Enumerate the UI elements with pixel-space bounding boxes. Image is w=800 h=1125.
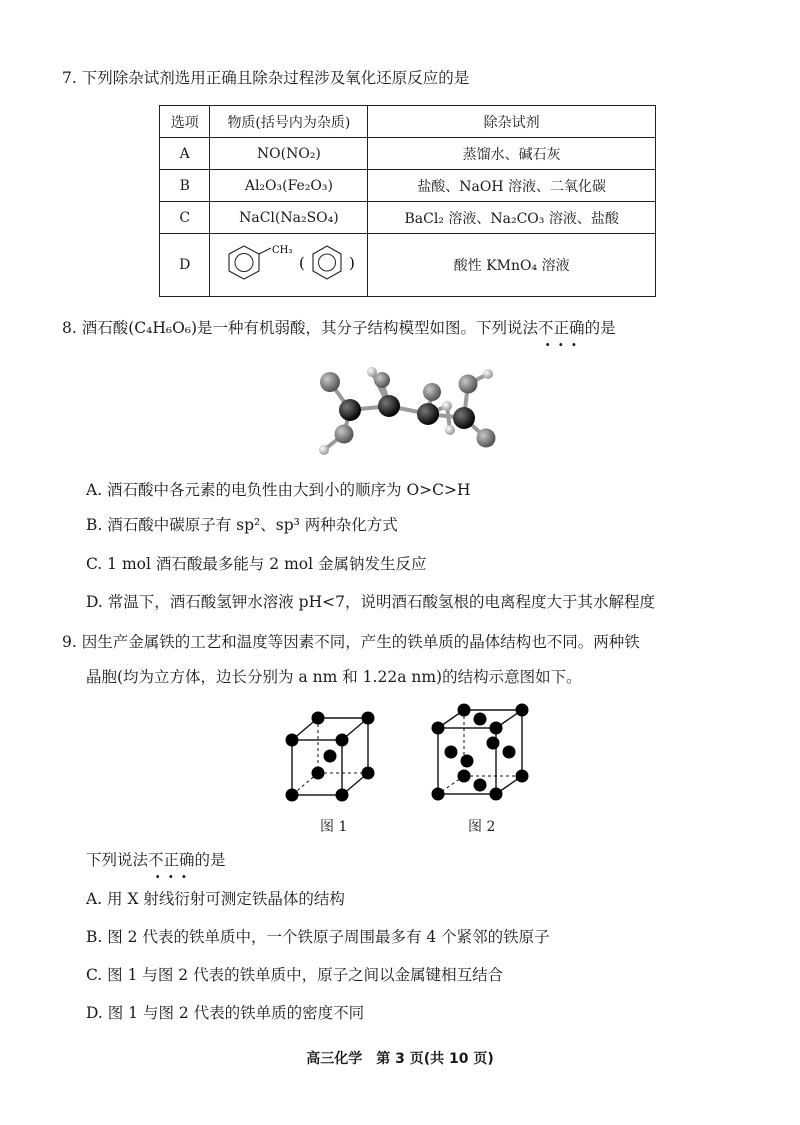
row-substance: NaCl(Na₂SO₄) [210,202,368,234]
q7-options-table [159,105,656,297]
row-reagent: 蒸馏水、碱石灰 [368,138,656,170]
q9-stem-line1: 9. 因生产金属铁的工艺和温度等因素不同，产生的铁单质的晶体结构也不同。两种铁 [62,633,640,651]
toluene-benzene-structures [214,238,364,288]
q8-option-a: A. 酒石酸中各元素的电负性由大到小的顺序为 O>C>H [86,481,471,499]
q9-ask [86,850,226,870]
q8-stem [62,318,616,338]
header-reagent: 除杂试剂 [368,106,656,138]
bcc-unit-cell-figure [278,706,388,806]
q8-stem-post: 的是 [584,319,616,337]
row-option: B [160,170,210,202]
q9-ask-pre: 下列说法 [86,851,149,869]
q8-option-c: C. 1 mol 酒石酸最多能与 2 mol 金属钠发生反应 [86,555,427,573]
figure2-caption: 图 2 [468,819,496,835]
tartaric-acid-model-figure [312,362,507,462]
row-substance: Al₂O₃(Fe₂O₃) [210,170,368,202]
benzene-ring-icon [313,246,341,279]
row-reagent: 盐酸、NaOH 溶液、二氧化碳 [368,170,656,202]
q8-stem-emphasis: 不正确 · · · [538,318,585,338]
q9-ask-post: 的是 [194,851,226,869]
q9-option-d: D. 图 1 与图 2 代表的铁单质的密度不同 [86,1004,365,1022]
table-row [160,234,656,297]
q8-option-d: D. 常温下，酒石酸氢钾水溶液 pH<7，说明酒石酸氢根的电离程度大于其水解程度 [86,593,655,611]
toluene-ring-icon [229,246,271,279]
row-reagent: BaCl₂ 溶液、Na₂CO₃ 溶液、盐酸 [368,202,656,234]
row-substance: NO(NO₂) [210,138,368,170]
figure1-caption: 图 1 [320,819,348,835]
page-footer: 高三化学 第 3 页(共 10 页) [306,1051,494,1067]
q8-stem-pre: 8. 酒石酸(C₄H₆O₆)是一种有机弱酸，其分子结构模型如图。下列说法 [62,319,539,337]
row-option: C [160,202,210,234]
paren-left: ( [298,254,305,272]
header-option: 选项 [160,106,210,138]
q8-option-b: B. 酒石酸中碳原子有 sp²、sp³ 两种杂化方式 [86,516,398,534]
table-header-row [160,106,656,138]
q9-option-b: B. 图 2 代表的铁单质中，一个铁原子周围最多有 4 个紧邻的铁原子 [86,928,550,946]
row-option: A [160,138,210,170]
table-row [160,170,656,202]
q9-option-c: C. 图 1 与图 2 代表的铁单质中，原子之间以金属键相互结合 [86,966,504,984]
table-row [160,202,656,234]
header-substance: 物质(括号内为杂质) [210,106,368,138]
table-row [160,138,656,170]
q7-stem: 7. 下列除杂试剂选用正确且除杂过程涉及氧化还原反应的是 [62,69,470,87]
fcc-unit-cell-figure [428,700,540,806]
row-option: D [160,234,210,297]
q9-stem-line2: 晶胞(均为立方体，边长分别为 a nm 和 1.22a nm)的结构示意图如下。 [86,668,582,686]
row-substance-structures [210,234,368,297]
paren-right: ) [348,254,355,272]
q9-option-a: A. 用 X 射线衍射可测定铁晶体的结构 [86,890,345,908]
ch3-label: CH₃ [271,245,293,256]
q9-ask-emphasis: 不正确 · · · [148,850,195,870]
row-reagent: 酸性 KMnO₄ 溶液 [368,234,656,297]
